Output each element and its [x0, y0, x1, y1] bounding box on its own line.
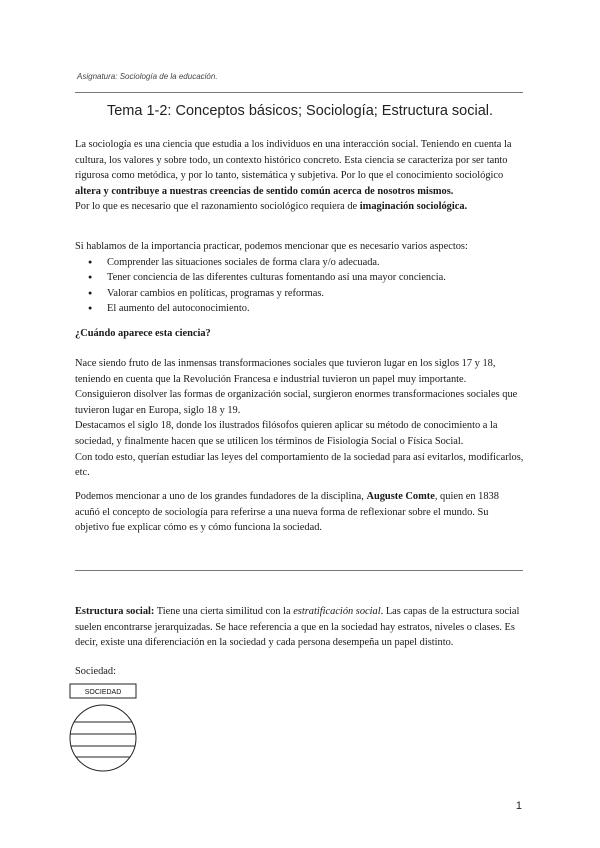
- comte-section: [75, 489, 525, 536]
- list-item: ● Comprender las situaciones sociales de forma clara y/o adecuada.: [75, 255, 525, 271]
- origin-section: [75, 356, 525, 481]
- page-title: Tema 1-2: Conceptos básicos; Sociología; Estructura social.: [106, 103, 494, 119]
- society-circle: [70, 705, 136, 771]
- structure-label: Estructura social:: [75, 606, 155, 617]
- origin-paragraph: Destacamos el siglo 18, donde los ilustrados filósofos quieren aplicar su método de conocimiento a la sociedad, y finalmente hacen que se utilicen los términos de Fisiología Social o Física Social.: [75, 420, 498, 447]
- structure-text: . Las capas de la estructura social suelen encontrarse jerarquizadas. Se hace referencia a que en la sociedad hay estratos, niveles o clases. Es decir, existe una diferenciación en la sociedad y cada persona desempeña un papel distinto.: [75, 606, 520, 649]
- header-rule: [75, 92, 523, 93]
- origin-paragraph: Consiguieron disolver las formas de organización social, surgieron enormes transformaciones sociales que tuvieron lugar en Europa, siglo 18 y 19.: [75, 389, 518, 416]
- importance-section: [75, 239, 525, 317]
- imagination-text: Por lo que es necesario que el razonamiento sociológico requiera de: [75, 201, 360, 213]
- society-label: SOCIEDAD: [84, 689, 122, 696]
- structure-section: [75, 604, 525, 651]
- list-item: ● El aumento del autoconocimiento.: [75, 301, 525, 317]
- comte-text: Podemos mencionar a uno de los grandes fundadores de la disciplina,: [75, 491, 367, 502]
- intro-paragraph: [75, 137, 525, 199]
- list-item: ● Tener conciencia de las diferentes culturas fomentando así una mayor conciencia.: [75, 270, 525, 286]
- imagination-paragraph: [75, 199, 525, 215]
- structure-paragraph: [75, 604, 525, 651]
- section-rule: [75, 570, 523, 571]
- importance-lead: Si hablamos de la importancia practicar, podemos mencionar que es necesario varios aspectos:: [75, 241, 468, 252]
- page-number: 1: [515, 800, 522, 812]
- structure-text: Tiene una cierta similitud con la: [154, 606, 294, 617]
- importance-list: [75, 255, 525, 317]
- intro-bold-text: altera y contribuye a nuestras creencias de sentido común acerca de nosotros mismos.: [75, 185, 454, 197]
- diagram-caption: Sociedad:: [75, 666, 116, 677]
- origin-paragraph: Con todo esto, querían estudiar las leyes del comportamiento de la sociedad para así evitarlos, modificarlos, etc.: [75, 451, 524, 479]
- comte-paragraph: [75, 489, 525, 536]
- structure-italic-term: estratificación social: [293, 606, 381, 617]
- origin-paragraph: Nace siendo fruto de las inmensas transformaciones sociales que tuvieron lugar en los siglos 17 y 18, teniendo en cuenta que la Revolución Francesa e industrial tuvieron un papel muy importante.: [75, 358, 496, 385]
- list-item: ● Valorar cambios en políticas, programas y reformas.: [75, 286, 525, 302]
- subject-header: Asignatura: Sociología de la educación.: [77, 72, 218, 81]
- comte-name: Auguste Comte: [366, 491, 435, 502]
- intro-section: [75, 137, 525, 215]
- comte-text: , quien en 1838 acuñó el concepto de sociología para referirse a una nueva forma de reflexionar sobre el mundo. Su objetivo fue explicar cómo es y cómo funciona la sociedad.: [75, 491, 499, 534]
- imagination-bold-text: imaginación sociológica.: [359, 201, 468, 213]
- section-question: ¿Cuándo aparece esta ciencia?: [75, 328, 211, 339]
- intro-text: La sociología es una ciencia que estudia a los individuos en una interacción social. Teniendo en cuenta la cultura, los valores y sobre todo, un contexto histórico concreto. Esta ciencia se caracteriza por ser tanto rigurosa como metódica, y por lo tanto, sistemática y subjetiva. Por lo que el conocimiento sociológico: [75, 139, 512, 182]
- society-strata-diagram: [66, 682, 146, 774]
